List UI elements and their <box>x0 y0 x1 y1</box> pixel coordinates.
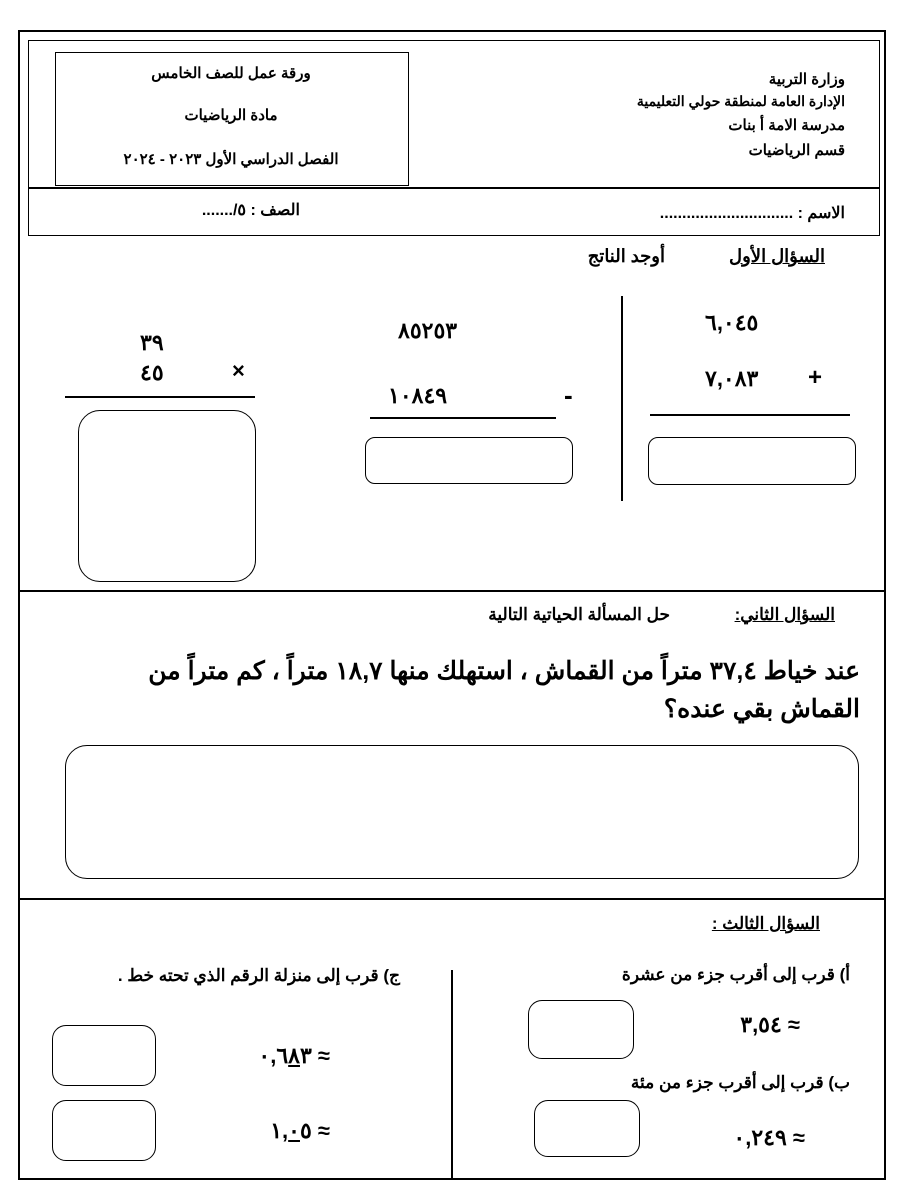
q3-b-value: ≈ ٠,٢٤٩ <box>733 1125 805 1150</box>
q3-c1-post: ٣ <box>299 1043 312 1068</box>
section-divider-1 <box>18 590 884 592</box>
q3-b-label: ب) قرب إلى أقرب جزء من مئة <box>630 1073 850 1092</box>
p1-operator: + <box>808 364 823 391</box>
q3-a-answer-box[interactable] <box>528 1000 634 1059</box>
p2-top: ٨٥٢٥٣ <box>398 318 458 343</box>
q3-column-divider <box>451 970 453 1178</box>
header-divider <box>28 187 880 189</box>
name-field[interactable]: الاسم : .............................. <box>659 205 845 222</box>
q3-c1-underlined-digit: ٨ <box>288 1043 300 1068</box>
q3-c2-pre: ≈ ١, <box>270 1118 330 1143</box>
q3-c-label: ج) قرب إلى منزلة الرقم الذي تحته خط . <box>117 966 400 985</box>
p1-answer-box[interactable] <box>648 437 856 485</box>
q1-title: السؤال الأول <box>729 246 825 266</box>
p3-bottom: ٤٥ <box>140 360 164 385</box>
school-text: مدرسة الامة أ بنات <box>728 117 845 134</box>
p2-answer-box[interactable] <box>365 437 573 484</box>
q3-c2-underlined-digit: ٠ <box>288 1118 300 1143</box>
q3-c2-post: ٥ <box>299 1118 312 1143</box>
p3-answer-box[interactable] <box>78 410 256 582</box>
p2-operator: - <box>564 380 573 410</box>
p2-rule <box>370 417 556 419</box>
q3-c1-value <box>258 1043 330 1069</box>
q1-column-divider <box>621 296 623 501</box>
p3-top: ٣٩ <box>140 330 164 355</box>
q2-problem-text: عند خياط ٣٧,٤ متراً من القماش ، استهلك منها ١٨,٧ متراً ، كم متراً من القماش بقي عنده؟ <box>148 657 860 723</box>
q2-answer-box[interactable] <box>65 745 859 879</box>
term-text: الفصل الدراسي الأول ٢٠٢٣ - ٢٠٢٤ <box>123 151 339 168</box>
q3-c2-value <box>270 1118 330 1144</box>
department-text: قسم الرياضيات <box>748 142 845 159</box>
p3-operator: × <box>232 358 245 383</box>
subject-text: مادة الرياضيات <box>184 107 278 124</box>
p1-rule <box>650 414 850 416</box>
q1-instruction: أوجد الناتج <box>587 246 665 266</box>
worksheet-title: ورقة عمل للصف الخامس <box>151 65 311 82</box>
q3-a-value: ≈ ٣,٥٤ <box>740 1012 800 1037</box>
q2-title: السؤال الثاني: <box>734 605 835 624</box>
q3-a-label: أ) قرب إلى أقرب جزء من عشرة <box>621 965 850 984</box>
p1-bottom: ٧,٠٨٣ <box>705 366 759 391</box>
q3-title: السؤال الثالث : <box>711 914 820 933</box>
directorate-text: الإدارة العامة لمنطقة حولي التعليمية <box>636 93 845 109</box>
q3-b-answer-box[interactable] <box>534 1100 640 1157</box>
q3-c2-answer-box[interactable] <box>52 1100 156 1161</box>
p2-bottom: ١٠٨٤٩ <box>388 383 448 408</box>
ministry-text: وزارة التربية <box>768 71 845 88</box>
section-divider-2 <box>18 898 884 900</box>
class-field[interactable]: الصف : ٥/....... <box>201 202 300 219</box>
p3-rule <box>65 396 255 398</box>
q2-instruction: حل المسألة الحياتية التالية <box>488 605 670 624</box>
p1-top: ٦,٠٤٥ <box>705 310 759 335</box>
q3-c1-pre: ≈ ٠,٦ <box>258 1043 330 1068</box>
q3-c1-answer-box[interactable] <box>52 1025 156 1086</box>
